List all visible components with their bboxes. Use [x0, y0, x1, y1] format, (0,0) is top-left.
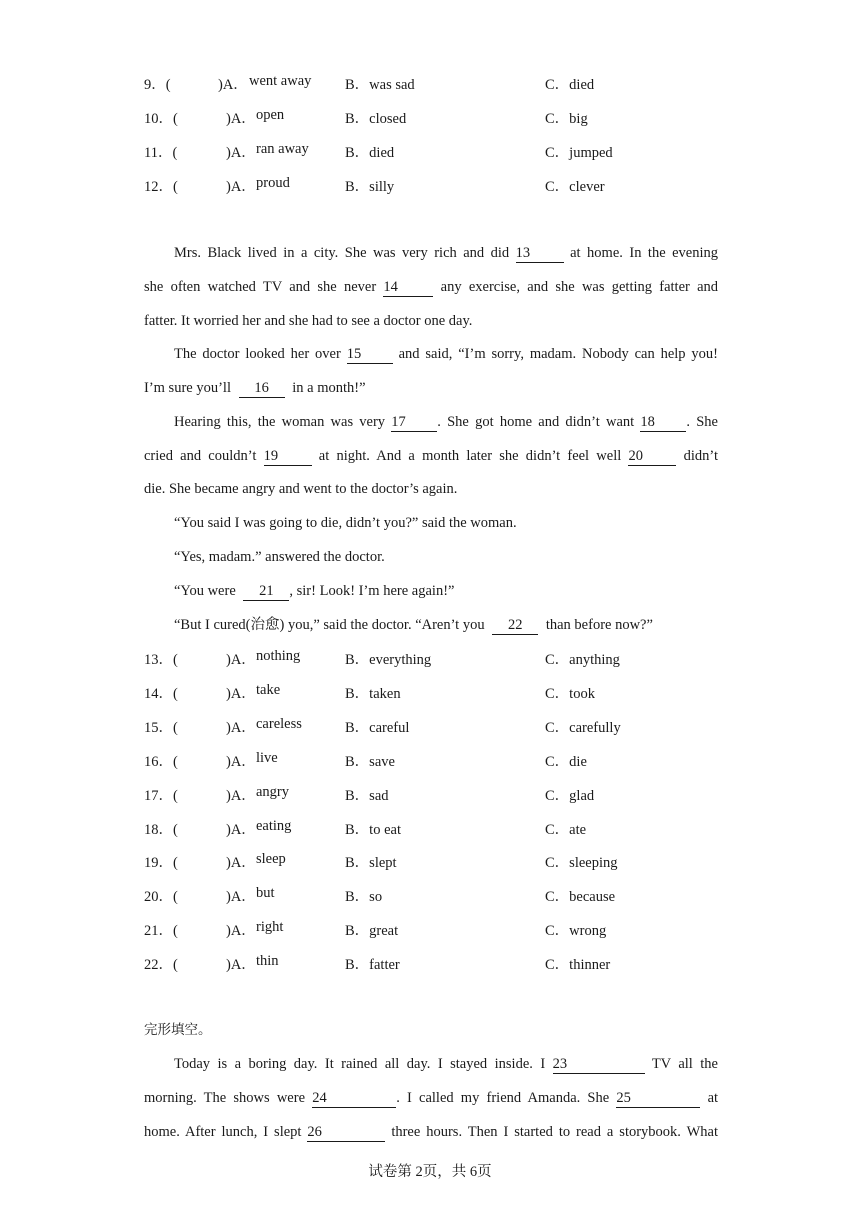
passage-line: [174, 243, 718, 263]
blank-24[interactable]: 24: [312, 1090, 396, 1108]
question-number: 9．(: [144, 77, 171, 93]
text: “You said I was going to die, didn’t you?” said the woman.: [174, 515, 517, 531]
option-c: C．carefully: [545, 720, 621, 736]
question-row: [0, 648, 860, 668]
text: . I called my friend Amanda. She: [396, 1090, 610, 1106]
question-number: 21．(: [144, 923, 178, 939]
blank-22[interactable]: 22: [492, 617, 538, 635]
passage-line: [174, 581, 748, 601]
question-number: 19．(: [144, 855, 178, 871]
blank-18[interactable]: 18: [640, 414, 686, 432]
question-number: 15．(: [144, 720, 178, 736]
question-number: 22．(: [144, 957, 178, 973]
question-row: [0, 885, 860, 905]
passage-line: [174, 547, 748, 567]
option-a: but: [256, 885, 275, 901]
passage-line: [174, 344, 718, 364]
option-c: C．clever: [545, 179, 605, 195]
option-c: C．because: [545, 889, 616, 905]
question-row: [0, 750, 860, 770]
text: cried and couldn’t: [144, 448, 257, 464]
question-number: 18．(: [144, 822, 178, 838]
option-a: eating: [256, 818, 292, 834]
option-a: live: [256, 750, 278, 766]
text: in a month!”: [292, 380, 366, 396]
option-a: right: [256, 919, 284, 935]
question-number: 13．(: [144, 652, 178, 668]
option-a-label: )A．: [226, 889, 256, 905]
option-c: C．big: [545, 111, 588, 127]
section-title: 完形填空。: [144, 1022, 212, 1038]
option-a: nothing: [256, 648, 301, 664]
blank-17[interactable]: 17: [391, 414, 437, 432]
option-a: sleep: [256, 851, 286, 867]
option-a-label: )A．: [226, 652, 256, 668]
option-b: B．was sad: [345, 77, 415, 93]
passage-line: [144, 446, 718, 466]
passage-line: [144, 479, 718, 499]
option-a-label: )A．: [218, 77, 248, 93]
blank-19[interactable]: 19: [264, 448, 312, 466]
option-c: C．wrong: [545, 923, 607, 939]
question-row: [0, 851, 860, 871]
option-c: C．anything: [545, 652, 620, 668]
passage-line: [144, 311, 718, 331]
option-a: angry: [256, 784, 290, 800]
option-b: B．so: [345, 889, 383, 905]
blank-20[interactable]: 20: [628, 448, 676, 466]
option-c: C．took: [545, 686, 595, 702]
option-a-label: )A．: [226, 111, 256, 127]
option-b: B．great: [345, 923, 399, 939]
question-row: [0, 175, 860, 195]
question-number: 14．(: [144, 686, 178, 702]
option-c: C．glad: [545, 788, 595, 804]
blank-13[interactable]: 13: [516, 245, 564, 263]
text: she often watched TV and she never: [144, 279, 377, 295]
question-row: [0, 919, 860, 939]
option-c: C．ate: [545, 822, 587, 838]
question-row: [0, 716, 860, 736]
text: fatter. It worried her and she had to see a doctor one day.: [144, 313, 473, 329]
text: The doctor looked her over: [174, 346, 341, 362]
option-b: B．to eat: [345, 822, 401, 838]
text: “Yes, madam.” answered the doctor.: [174, 549, 385, 565]
option-a: take: [256, 682, 281, 698]
option-b: B．slept: [345, 855, 397, 871]
passage-line: [174, 412, 718, 432]
option-b: B．closed: [345, 111, 407, 127]
blank-23[interactable]: 23: [553, 1056, 645, 1074]
text: Mrs. Black lived in a city. She was very rich and did: [174, 245, 510, 261]
passage-line: [174, 1054, 718, 1074]
passage-line: [144, 1122, 718, 1142]
option-a-label: )A．: [226, 754, 256, 770]
option-c: C．jumped: [545, 145, 613, 161]
option-b: B．taken: [345, 686, 401, 702]
option-a: went away: [249, 73, 312, 89]
question-row: [0, 953, 860, 973]
option-a-label: )A．: [226, 923, 256, 939]
option-a: proud: [256, 175, 290, 191]
option-c: C．sleeping: [545, 855, 618, 871]
option-a-label: )A．: [226, 788, 256, 804]
text: Today is a boring day. It rained all day. I stayed inside. I: [174, 1056, 546, 1072]
option-a-label: )A．: [226, 957, 256, 973]
option-c: C．thinner: [545, 957, 611, 973]
question-number: 17．(: [144, 788, 178, 804]
text: , sir! Look! I’m here again!”: [289, 583, 455, 599]
text: Hearing this, the woman was very: [174, 414, 386, 430]
option-a: ran away: [256, 141, 309, 157]
option-a: careless: [256, 716, 302, 732]
option-a-label: )A．: [226, 855, 256, 871]
option-a-label: )A．: [226, 145, 256, 161]
text: three hours. Then I started to read a storybook. What: [391, 1124, 719, 1140]
option-b: B．save: [345, 754, 395, 770]
option-b: B．sad: [345, 788, 389, 804]
text: I’m sure you’ll: [144, 380, 231, 396]
text: at: [707, 1090, 719, 1106]
blank-26[interactable]: 26: [307, 1124, 385, 1142]
text: home. After lunch, I slept: [144, 1124, 302, 1140]
blank-21[interactable]: 21: [243, 583, 289, 601]
passage-line: [144, 1088, 718, 1108]
blank-16[interactable]: 16: [239, 380, 285, 398]
text: “But I cured(治愈) you,” said the doctor. “Aren’t you: [174, 617, 485, 633]
text: any exercise, and she was getting fatter and: [440, 279, 719, 295]
question-number: 20．(: [144, 889, 178, 905]
option-a-label: )A．: [226, 686, 256, 702]
option-c: C．died: [545, 77, 595, 93]
text: and said, “I’m sorry, madam. Nobody can help you!: [398, 346, 718, 362]
text: at home. In the evening: [570, 245, 718, 261]
text: . She: [686, 414, 718, 430]
option-b: B．everything: [345, 652, 432, 668]
page-footer: 试卷第 2页，共 6页: [368, 1164, 492, 1180]
option-b: B．silly: [345, 179, 395, 195]
question-number: 12．(: [144, 179, 178, 195]
text: die. She became angry and went to the doctor’s again.: [144, 481, 458, 497]
passage-line: [144, 378, 718, 398]
option-a-label: )A．: [226, 179, 256, 195]
question-number: 11．(: [144, 145, 178, 161]
text: TV all the: [651, 1056, 718, 1072]
question-row: [0, 682, 860, 702]
option-a: open: [256, 107, 285, 123]
option-c: C．die: [545, 754, 587, 770]
question-row: [0, 818, 860, 838]
text: “You were: [174, 583, 236, 599]
blank-25[interactable]: 25: [616, 1090, 700, 1108]
blank-14[interactable]: 14: [383, 279, 433, 297]
passage-line: [174, 615, 748, 635]
passage-line: [174, 513, 748, 533]
question-row: [0, 107, 860, 127]
option-a-label: )A．: [226, 720, 256, 736]
question-number: 16．(: [144, 754, 178, 770]
option-b: B．fatter: [345, 957, 400, 973]
text: morning. The shows were: [144, 1090, 306, 1106]
question-row: [0, 141, 860, 161]
question-row: [0, 73, 860, 93]
option-b: B．died: [345, 145, 395, 161]
passage-line: [144, 277, 718, 297]
text: than before now?”: [545, 617, 653, 633]
text: at night. And a month later she didn’t feel well: [318, 448, 622, 464]
blank-15[interactable]: 15: [347, 346, 393, 364]
question-row: [0, 784, 860, 804]
option-b: B．careful: [345, 720, 410, 736]
text: . She got home and didn’t want: [437, 414, 635, 430]
option-a: thin: [256, 953, 279, 969]
question-number: 10．(: [144, 111, 178, 127]
text: didn’t: [683, 448, 719, 464]
option-a-label: )A．: [226, 822, 256, 838]
